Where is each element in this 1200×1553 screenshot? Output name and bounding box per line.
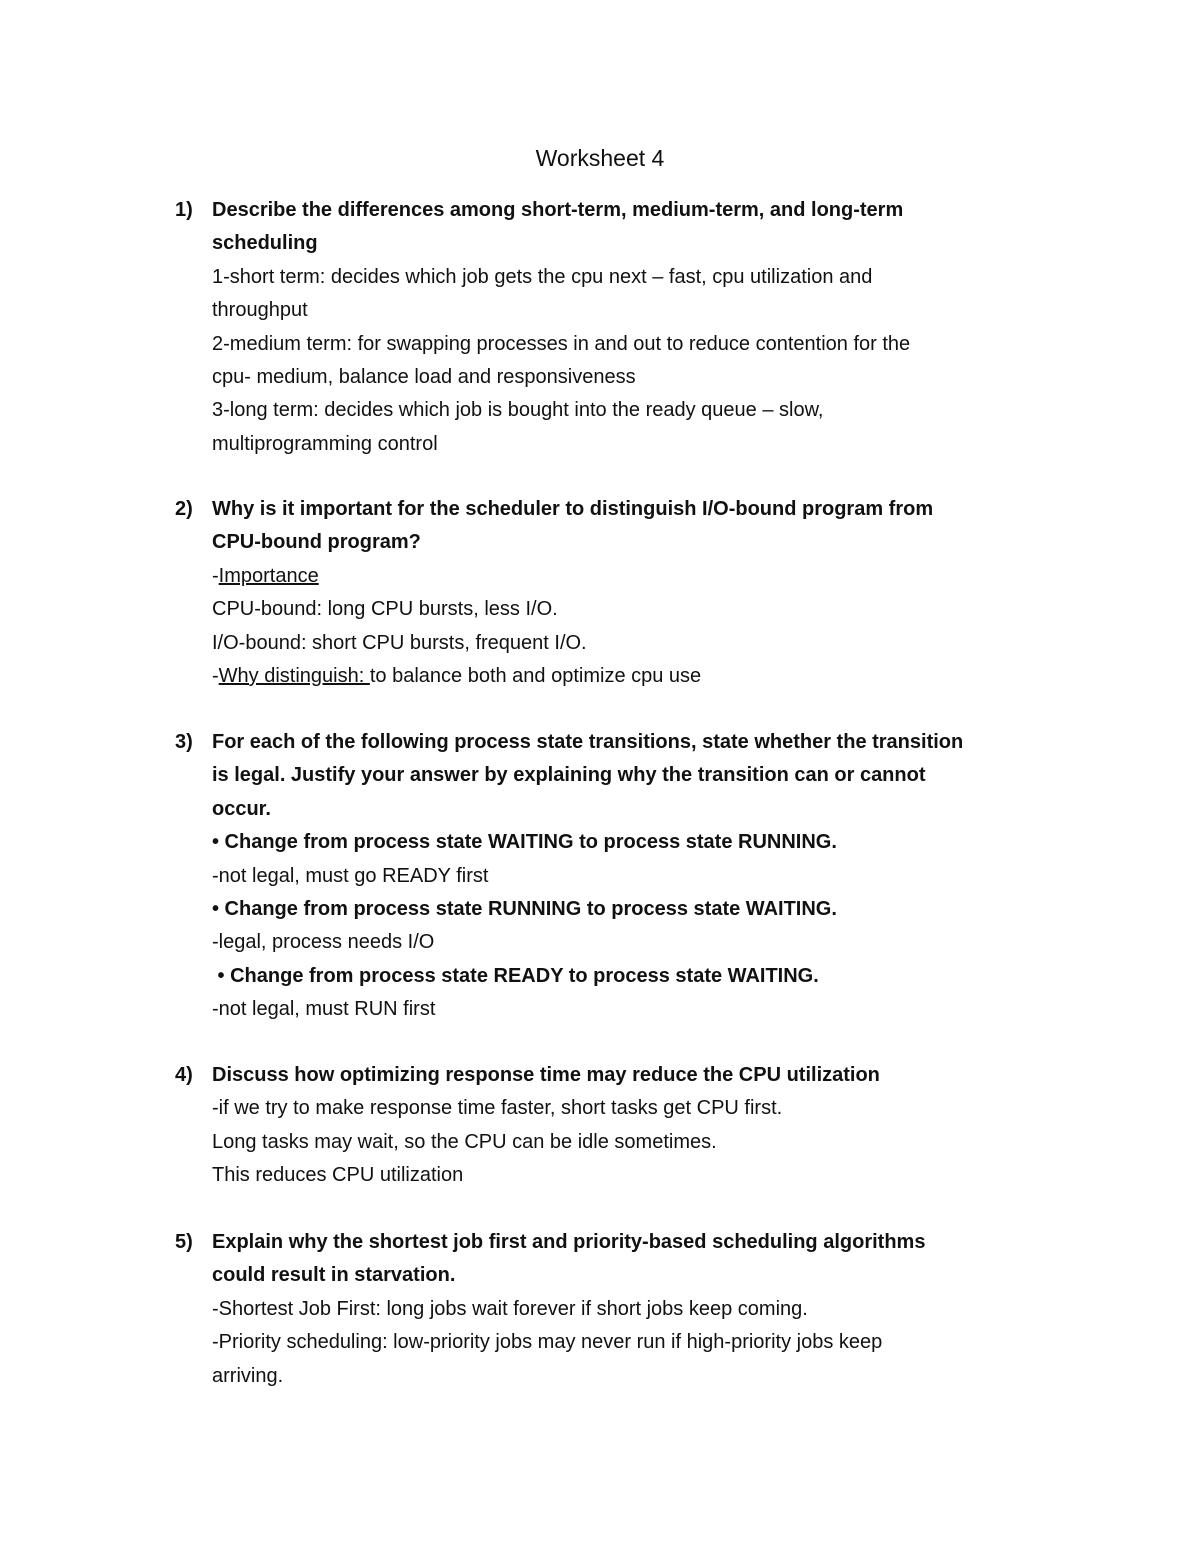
answer-line — [212, 560, 1072, 593]
answer-line: -legal, process needs I/O — [212, 931, 435, 954]
question-text: Why is it important for the scheduler to distinguish I/O-bound program from — [212, 498, 934, 520]
answer-line: I/O-bound: short CPU bursts, frequent I/O. — [212, 631, 587, 654]
page-title: Worksheet 4 — [535, 145, 665, 171]
answer-line: 3-long term: decides which job is bought into the ready queue – slow, — [212, 399, 824, 422]
answer-prefix: - — [212, 665, 219, 688]
answer-line: This reduces CPU utilization — [212, 1164, 464, 1187]
question-2-content — [212, 493, 1072, 693]
question-text: Explain why the shortest job first and priority-based scheduling algorithms — [212, 1231, 926, 1253]
question-text: is legal. Justify your answer by explaining why the transition can or cannot — [212, 764, 926, 787]
answer-line: -not legal, must go READY first — [212, 864, 489, 887]
question-text: Describe the differences among short-term, medium-term, and long-term — [212, 199, 904, 221]
answer-line: multiprogramming control — [212, 432, 438, 455]
question-text: could result in starvation. — [212, 1264, 456, 1287]
question-5-content — [212, 1226, 1072, 1393]
question-1-content — [212, 194, 1072, 461]
answer-line: -not legal, must RUN first — [212, 998, 436, 1021]
question-text: Discuss how optimizing response time may reduce the CPU utilization — [212, 1064, 880, 1086]
answer-line: -if we try to make response time faster, short tasks get CPU first. — [212, 1097, 783, 1120]
answer-line: arriving. — [212, 1364, 284, 1387]
question-number: 2) — [175, 498, 193, 520]
question-text: occur. — [212, 797, 271, 820]
answer-line: -Priority scheduling: low-priority jobs may never run if high-priority jobs keep — [212, 1331, 883, 1354]
bullet-item: • Change from process state RUNNING to process state WAITING. — [212, 898, 837, 921]
bullet-item: • Change from process state READY to process state WAITING. — [212, 964, 819, 987]
question-4-content — [212, 1059, 1072, 1193]
question-number: 4) — [175, 1064, 193, 1086]
question-text: CPU-bound program? — [212, 531, 421, 554]
question-3-content — [212, 726, 1072, 1027]
answer-line: throughput — [212, 299, 308, 322]
question-text: For each of the following process state transitions, state whether the transition — [212, 731, 964, 753]
answer-prefix: - — [212, 564, 219, 587]
question-number: 3) — [175, 731, 193, 753]
answer-line: cpu- medium, balance load and responsiveness — [212, 366, 636, 389]
answer-line — [212, 660, 1072, 693]
bullet-item: • Change from process state WAITING to process state RUNNING. — [212, 831, 837, 854]
underlined-heading: Importance — [218, 564, 319, 587]
answer-line: 1-short term: decides which job gets the cpu next – fast, cpu utilization and — [212, 265, 873, 288]
question-number: 5) — [175, 1231, 193, 1253]
answer-line: Long tasks may wait, so the CPU can be idle sometimes. — [212, 1130, 717, 1153]
answer-line: -Shortest Job First: long jobs wait forever if short jobs keep coming. — [212, 1297, 808, 1320]
answer-line: CPU-bound: long CPU bursts, less I/O. — [212, 598, 558, 621]
question-number: 1) — [175, 199, 193, 221]
answer-text: to balance both and optimize cpu use — [369, 665, 702, 688]
answer-line: 2-medium term: for swapping processes in and out to reduce contention for the — [212, 332, 911, 355]
underlined-heading: Why distinguish: — [218, 665, 370, 688]
question-text: scheduling — [212, 232, 318, 255]
